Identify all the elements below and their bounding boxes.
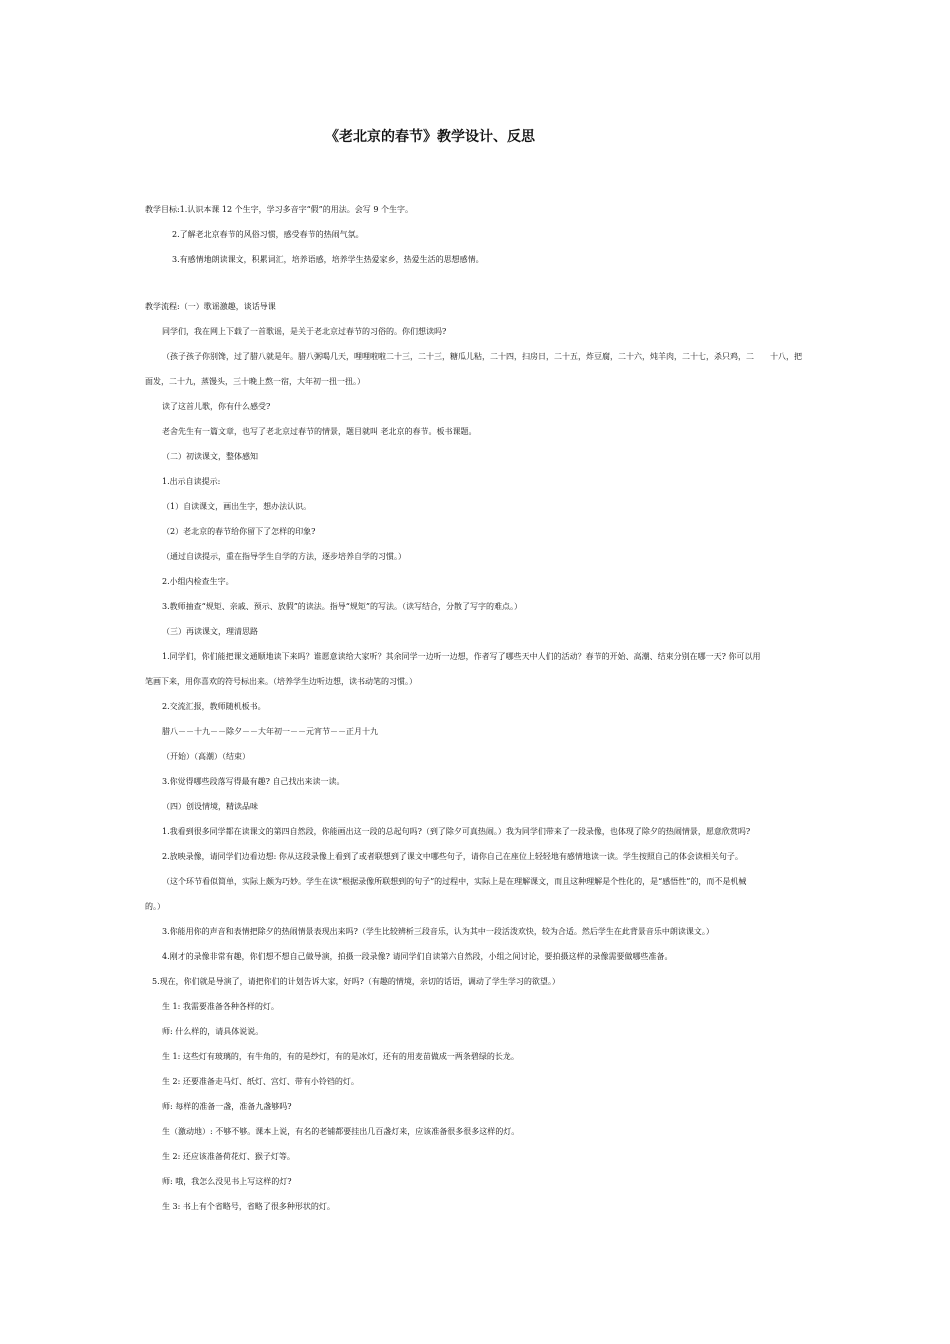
text-line: （孩子孩子你别馋，过了腊八就是年。腊八粥喝几天，哩哩啦啦二十三，二十三，糖瓜儿粘，二十四，扫房日，二十五，炸豆腐，二十六，炖羊肉，二十七，杀只鸡，二 十八，把 bbox=[162, 352, 802, 361]
text-line: 生（激动地）: 不够不够。课本上说，有名的老铺都要挂出几百盏灯来，应该准备很多很多这样的灯。 bbox=[162, 1127, 520, 1136]
text-line: 面发，二十九，蒸馒头，三十晚上熬一宿，大年初一扭一扭。） bbox=[145, 377, 365, 386]
text-line: 腊八－－十九－－除夕－－大年初一－－元宵节－－正月十九 bbox=[162, 727, 378, 736]
text-line: （四）创设情境，精读品味 bbox=[162, 802, 258, 811]
text-line: 2.小组内检查生字。 bbox=[162, 577, 234, 586]
text-line: 2.了解老北京春节的风俗习惯，感受春节的热闹气氛。 bbox=[172, 230, 364, 239]
text-line: 生 3: 书上有个省略号，省略了很多种形状的灯。 bbox=[162, 1202, 335, 1211]
text-line: 师: 什么样的，请具体说说。 bbox=[162, 1027, 264, 1036]
text-line: 读了这首儿歌，你有什么感受? bbox=[162, 402, 271, 411]
page-title: 《老北京的春节》教学设计、反思 bbox=[325, 129, 535, 145]
text-line: （1）自读课文，画出生字，想办法认识。 bbox=[162, 502, 312, 511]
text-line: （二）初读课文，整体感知 bbox=[162, 452, 258, 461]
text-line: 笔画下来，用你喜欢的符号标出来。（培养学生边听边想，读书动笔的习惯。） bbox=[145, 677, 417, 686]
text-line: 4.刚才的录像非常有趣，你们想不想自己做导演，拍摄一段录像? 请同学们自读第六自然段，小组之间讨论，要拍摄这样的录像需要做哪些准备。 bbox=[162, 952, 673, 961]
text-line: 生 1: 这些灯有玻璃的，有牛角的，有的是纱灯，有的是冰灯，还有的用麦苗做成一两条碧绿的长龙。 bbox=[162, 1052, 519, 1061]
text-line: （开始）（高潮）（结束） bbox=[162, 752, 250, 761]
text-line: 1.我看到很多同学都在读课文的第四自然段，你能画出这一段的总起句吗?（到了除夕可真热闹。）我为同学们带来了一段录像，也体现了除夕的热闹情景，愿意欣赏吗? bbox=[162, 827, 751, 836]
text-line: （三）再读课文，理清思路 bbox=[162, 627, 258, 636]
text-line: 2.交流汇报，教师随机板书。 bbox=[162, 702, 266, 711]
text-line: 同学们，我在网上下载了一首歌谣，是关于老北京过春节的习俗的。你们想读吗? bbox=[162, 327, 447, 336]
text-line: 3.你觉得哪些段落写得最有趣? 自己找出来读一读。 bbox=[162, 777, 345, 786]
text-line: 师: 哦，我怎么没见书上写这样的灯? bbox=[162, 1177, 292, 1186]
text-line: （这个环节看似简单，实际上颇为巧妙。学生在读“根据录像所联想到的句子”的过程中，实际上是在理解课文，而且这种理解是个性化的，是“感悟性”的，而不是机械 bbox=[162, 877, 747, 886]
text-line: 5.现在，你们就是导演了，请把你们的计划告诉大家，好吗?（有趣的情境，亲切的话语，调动了学生学习的欲望。） bbox=[152, 977, 560, 986]
text-line: 师: 每样的准备一盏，准备九盏够吗? bbox=[162, 1102, 292, 1111]
text-line: 教学目标:1.认识本课 12 个生字，学习多音字“假”的用法。会写 9 个生字。 bbox=[145, 205, 413, 214]
text-line: 老舍先生有一篇文章，也写了老北京过春节的情景，题目就叫 老北京的春节。板书课题。 bbox=[162, 427, 477, 436]
text-line: （2）老北京的春节给你留下了怎样的印象? bbox=[162, 527, 316, 536]
text-line: 1.出示自读提示: bbox=[162, 477, 221, 486]
text-line: 1.同学们，你们能把课文通顺地读下来吗？谁愿意读给大家听？其余同学一边听一边想，作者写了哪些天中人们的活动？春节的开始、高潮、结束分别在哪一天? 你可以用 bbox=[162, 652, 761, 661]
text-line: 3.教师抽查“规矩、亲戚、预示、放假”的读法。指导“规矩”的写法。（读写结合，分散了写字的难点。） bbox=[162, 602, 522, 611]
text-line: 生 1: 我需要准备各种各样的灯。 bbox=[162, 1002, 279, 1011]
text-line: 2.放映录像，请同学们边看边想: 你从这段录像上看到了或者联想到了课文中哪些句子，请你自己在座位上轻轻地有感情地读一读。学生按照自己的体会读相关句子。 bbox=[162, 852, 743, 861]
text-line: 的。） bbox=[145, 902, 165, 911]
text-line: （通过自读提示，重在指导学生自学的方法，逐步培养自学的习惯。） bbox=[162, 552, 406, 561]
text-line: 生 2: 还应该准备荷花灯、猴子灯等。 bbox=[162, 1152, 295, 1161]
text-line: 3.有感情地朗读课文，积累词汇，培养语感，培养学生热爱家乡，热爱生活的思想感情。 bbox=[172, 255, 484, 264]
text-line: 3.你能用你的声音和表情把除夕的热闹情景表现出来吗?（学生比较辨析三段音乐，认为其中一段活泼欢快，较为合适。然后学生在此背景音乐中朗读课文。） bbox=[162, 927, 714, 936]
text-line: 教学流程:（一）歌谣激趣，谈话导课 bbox=[145, 302, 276, 311]
text-line: 生 2: 还要准备走马灯、纸灯、宫灯、带有小铃铛的灯。 bbox=[162, 1077, 359, 1086]
